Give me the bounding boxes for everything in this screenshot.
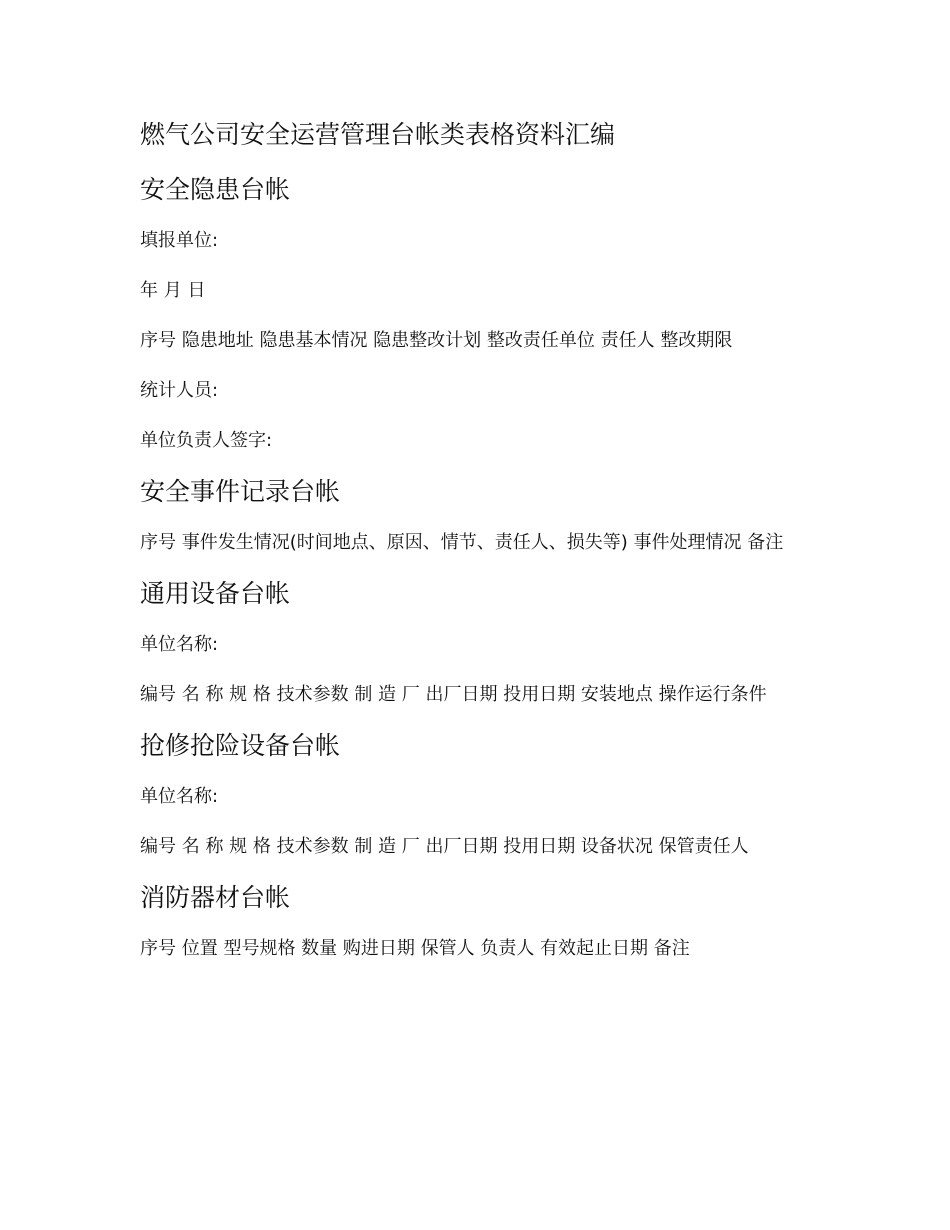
document-title: 燃气公司安全运营管理台帐类表格资料汇编 xyxy=(140,120,616,149)
table-header-line: 序号 位置 型号规格 数量 购进日期 保管人 负责人 有效起止日期 备注 xyxy=(140,938,690,959)
section-fire-equipment-ledger xyxy=(140,881,805,964)
section-heading: 抢修抢险设备台帐 xyxy=(140,731,341,760)
table-header-line: 序号 隐患地址 隐患基本情况 隐患整改计划 整改责任单位 责任人 整改期限 xyxy=(140,330,733,351)
table-header-line: 序号 事件发生情况(时间地点、原因、情节、责任人、损失等) 事件处理情况 备注 xyxy=(140,532,784,553)
section-heading: 安全隐患台帐 xyxy=(140,175,291,204)
section-safety-event-ledger xyxy=(140,475,805,558)
section-hidden-danger-ledger xyxy=(140,173,805,456)
section-emergency-equipment-ledger xyxy=(140,729,805,862)
section-heading: 消防器材台帐 xyxy=(140,883,291,912)
section-heading: 安全事件记录台帐 xyxy=(140,477,341,506)
date-line: 年 月 日 xyxy=(140,280,206,301)
document-page xyxy=(140,118,805,982)
section-heading: 通用设备台帐 xyxy=(140,579,291,608)
section-general-equipment-ledger xyxy=(140,577,805,710)
unit-name-label: 单位名称: xyxy=(140,634,219,655)
table-header-line: 编号 名 称 规 格 技术参数 制 造 厂 出厂日期 投用日期 设备状况 保管责任人 xyxy=(140,836,749,857)
table-header-line: 编号 名 称 规 格 技术参数 制 造 厂 出厂日期 投用日期 安装地点 操作运行条件 xyxy=(140,684,767,705)
statistician-label: 统计人员: xyxy=(140,380,219,401)
unit-leader-signature-label: 单位负责人签字: xyxy=(140,430,273,451)
unit-name-label: 单位名称: xyxy=(140,786,219,807)
reporting-unit-label: 填报单位: xyxy=(140,230,219,251)
